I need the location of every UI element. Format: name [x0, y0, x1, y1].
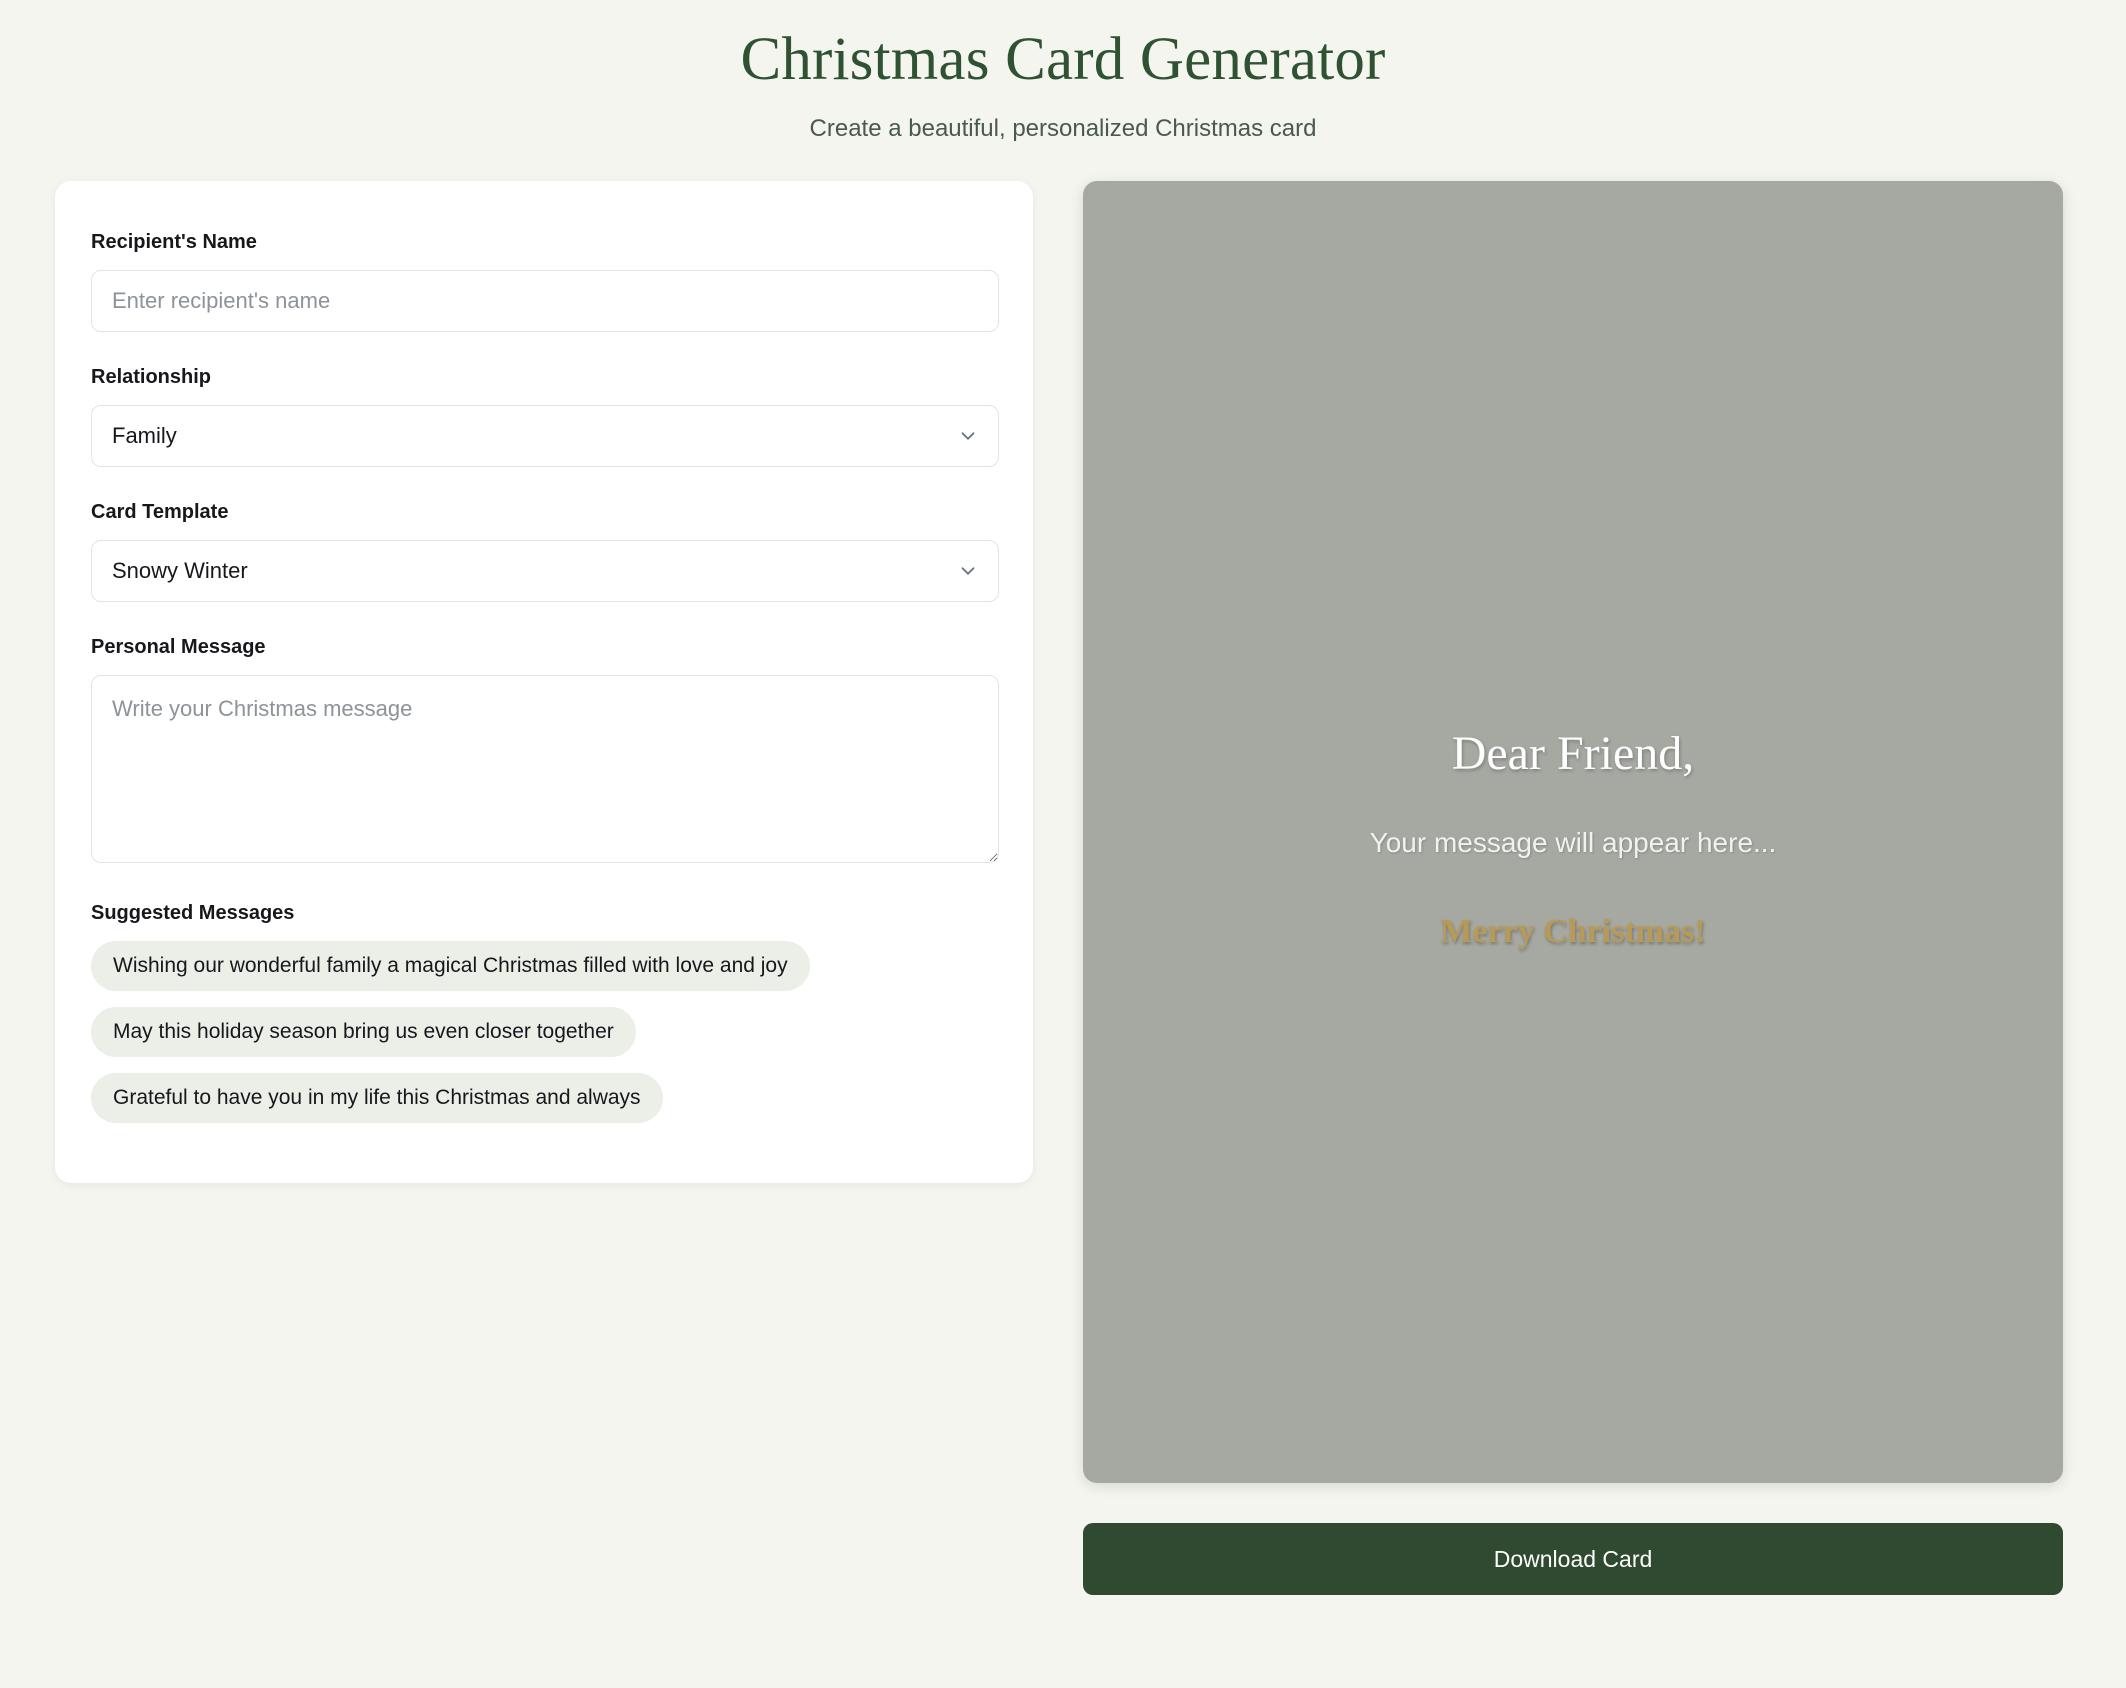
card-preview [1083, 181, 2063, 1483]
card-template-label: Card Template [91, 501, 229, 524]
suggested-message-row [91, 1073, 997, 1139]
download-card-button[interactable]: Download Card [1083, 1523, 2063, 1595]
relationship-select[interactable]: Family [91, 405, 999, 467]
personal-message-label: Personal Message [91, 636, 266, 659]
card-template-select-wrap [91, 540, 999, 602]
suggested-message-chip[interactable]: Wishing our wonderful family a magical Christmas filled with love and joy [91, 941, 810, 991]
card-template-select[interactable]: Snowy Winter [91, 540, 999, 602]
relationship-label: Relationship [91, 366, 212, 389]
card-closing: Merry Christmas! [1440, 913, 1706, 951]
recipient-name-field [91, 231, 997, 332]
card-template-field [91, 501, 997, 602]
recipient-name-label: Recipient's Name [91, 231, 257, 254]
personal-message-field [91, 636, 997, 868]
preview-column [1083, 181, 2063, 1595]
suggested-messages-label: Suggested Messages [91, 902, 295, 925]
card-greeting: Dear Friend, [1451, 727, 1695, 781]
page-header [0, 0, 2126, 143]
card-form-panel [55, 181, 1033, 1183]
card-message: Your message will appear here... [1369, 827, 1777, 859]
suggested-message-row [91, 941, 997, 1007]
personal-message-input[interactable] [91, 675, 999, 863]
main-content [0, 143, 2126, 1595]
suggested-message-chip[interactable]: May this holiday season bring us even closer together [91, 1007, 636, 1057]
suggested-messages-section [91, 902, 997, 1139]
relationship-field [91, 366, 997, 467]
suggested-message-chip[interactable]: Grateful to have you in my life this Christmas and always [91, 1073, 663, 1123]
suggested-message-row [91, 1007, 997, 1073]
page-subtitle: Create a beautiful, personalized Christmas card [809, 115, 1317, 143]
recipient-name-input[interactable] [91, 270, 999, 332]
page-title: Christmas Card Generator [740, 26, 1386, 93]
relationship-select-wrap [91, 405, 999, 467]
